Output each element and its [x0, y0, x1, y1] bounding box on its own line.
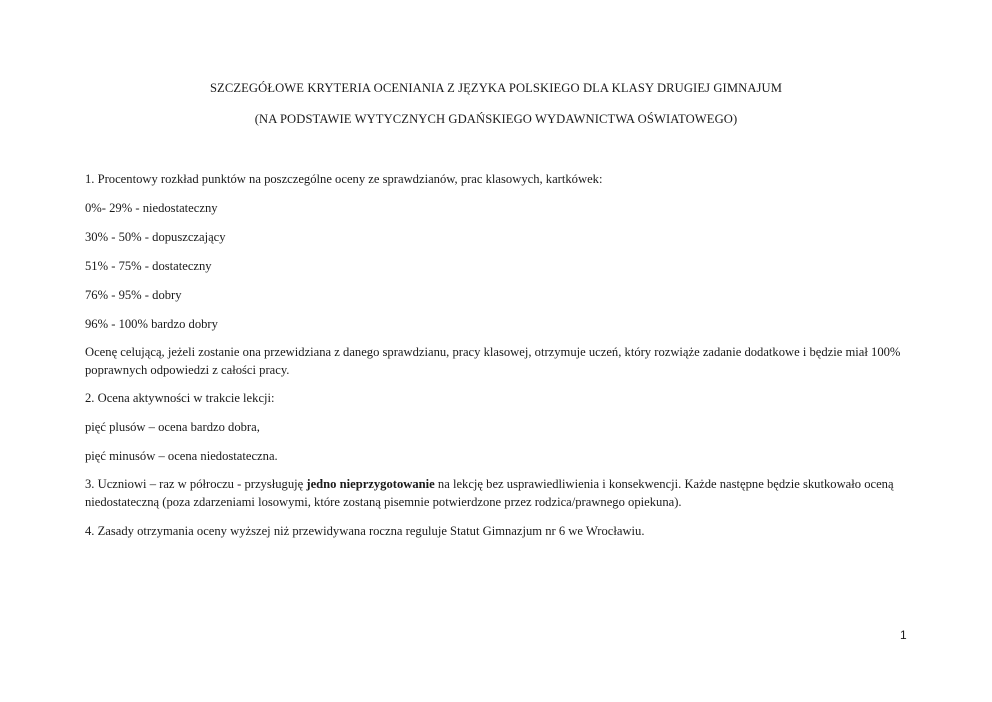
section-4-paragraph: 4. Zasady otrzymania oceny wyższej niż przewidywana roczna reguluje Statut Gimnazjum nr 6 we Wrocławiu. — [85, 524, 645, 538]
document-title: SZCZEGÓŁOWE KRYTERIA OCENIANIA Z JĘZYKA POLSKIEGO DLA KLASY DRUGIEJ GIMNAJUM — [209, 81, 783, 95]
section-3-text-before: 3. Uczniowi – raz w półroczu - przysługuję — [85, 477, 307, 491]
grade-line: 0%- 29% - niedostateczny — [85, 201, 218, 215]
grade-line: 76% - 95% - dobry — [85, 288, 182, 302]
grade-line: 51% - 75% - dostateczny — [85, 259, 212, 273]
document-subtitle: (NA PODSTAWIE WYTYCZNYCH GDAŃSKIEGO WYDAWNICTWA OŚWIATOWEGO) — [254, 112, 738, 126]
section-3-paragraph — [85, 475, 905, 511]
page-number: 1 — [900, 628, 907, 642]
section-1-heading: 1. Procentowy rozkład punktów na poszczególne oceny ze sprawdzianów, prac klasowych, kartkówek: — [85, 172, 603, 186]
grade-line: 30% - 50% - dopuszczający — [85, 230, 226, 244]
grade-line: 96% - 100% bardzo dobry — [85, 317, 218, 331]
section-2-heading: 2. Ocena aktywności w trakcie lekcji: — [85, 391, 275, 405]
activity-line: pięć plusów – ocena bardzo dobra, — [85, 420, 260, 434]
section-3-text-after: na lekcję bez usprawiedliwienia i konsekwencji. Każde następne będzie skutkowało oceną niedostateczną (poza zdarzeniami losowymi, które zostaną pisemnie potwierdzone przez rodzica/prawnego opiekuna). — [85, 477, 894, 509]
activity-line: pięć minusów – ocena niedostateczna. — [85, 449, 278, 463]
celujaca-paragraph: Ocenę celującą, jeżeli zostanie ona przewidziana z danego sprawdzianu, pracy klasowej, otrzymuje uczeń, który rozwiąże zadanie dodatkowe i będzie miał 100% poprawnych odpowiedzi z całości pracy. — [85, 345, 901, 377]
section-3-bold-text: jedno nieprzygotowanie — [306, 477, 435, 491]
